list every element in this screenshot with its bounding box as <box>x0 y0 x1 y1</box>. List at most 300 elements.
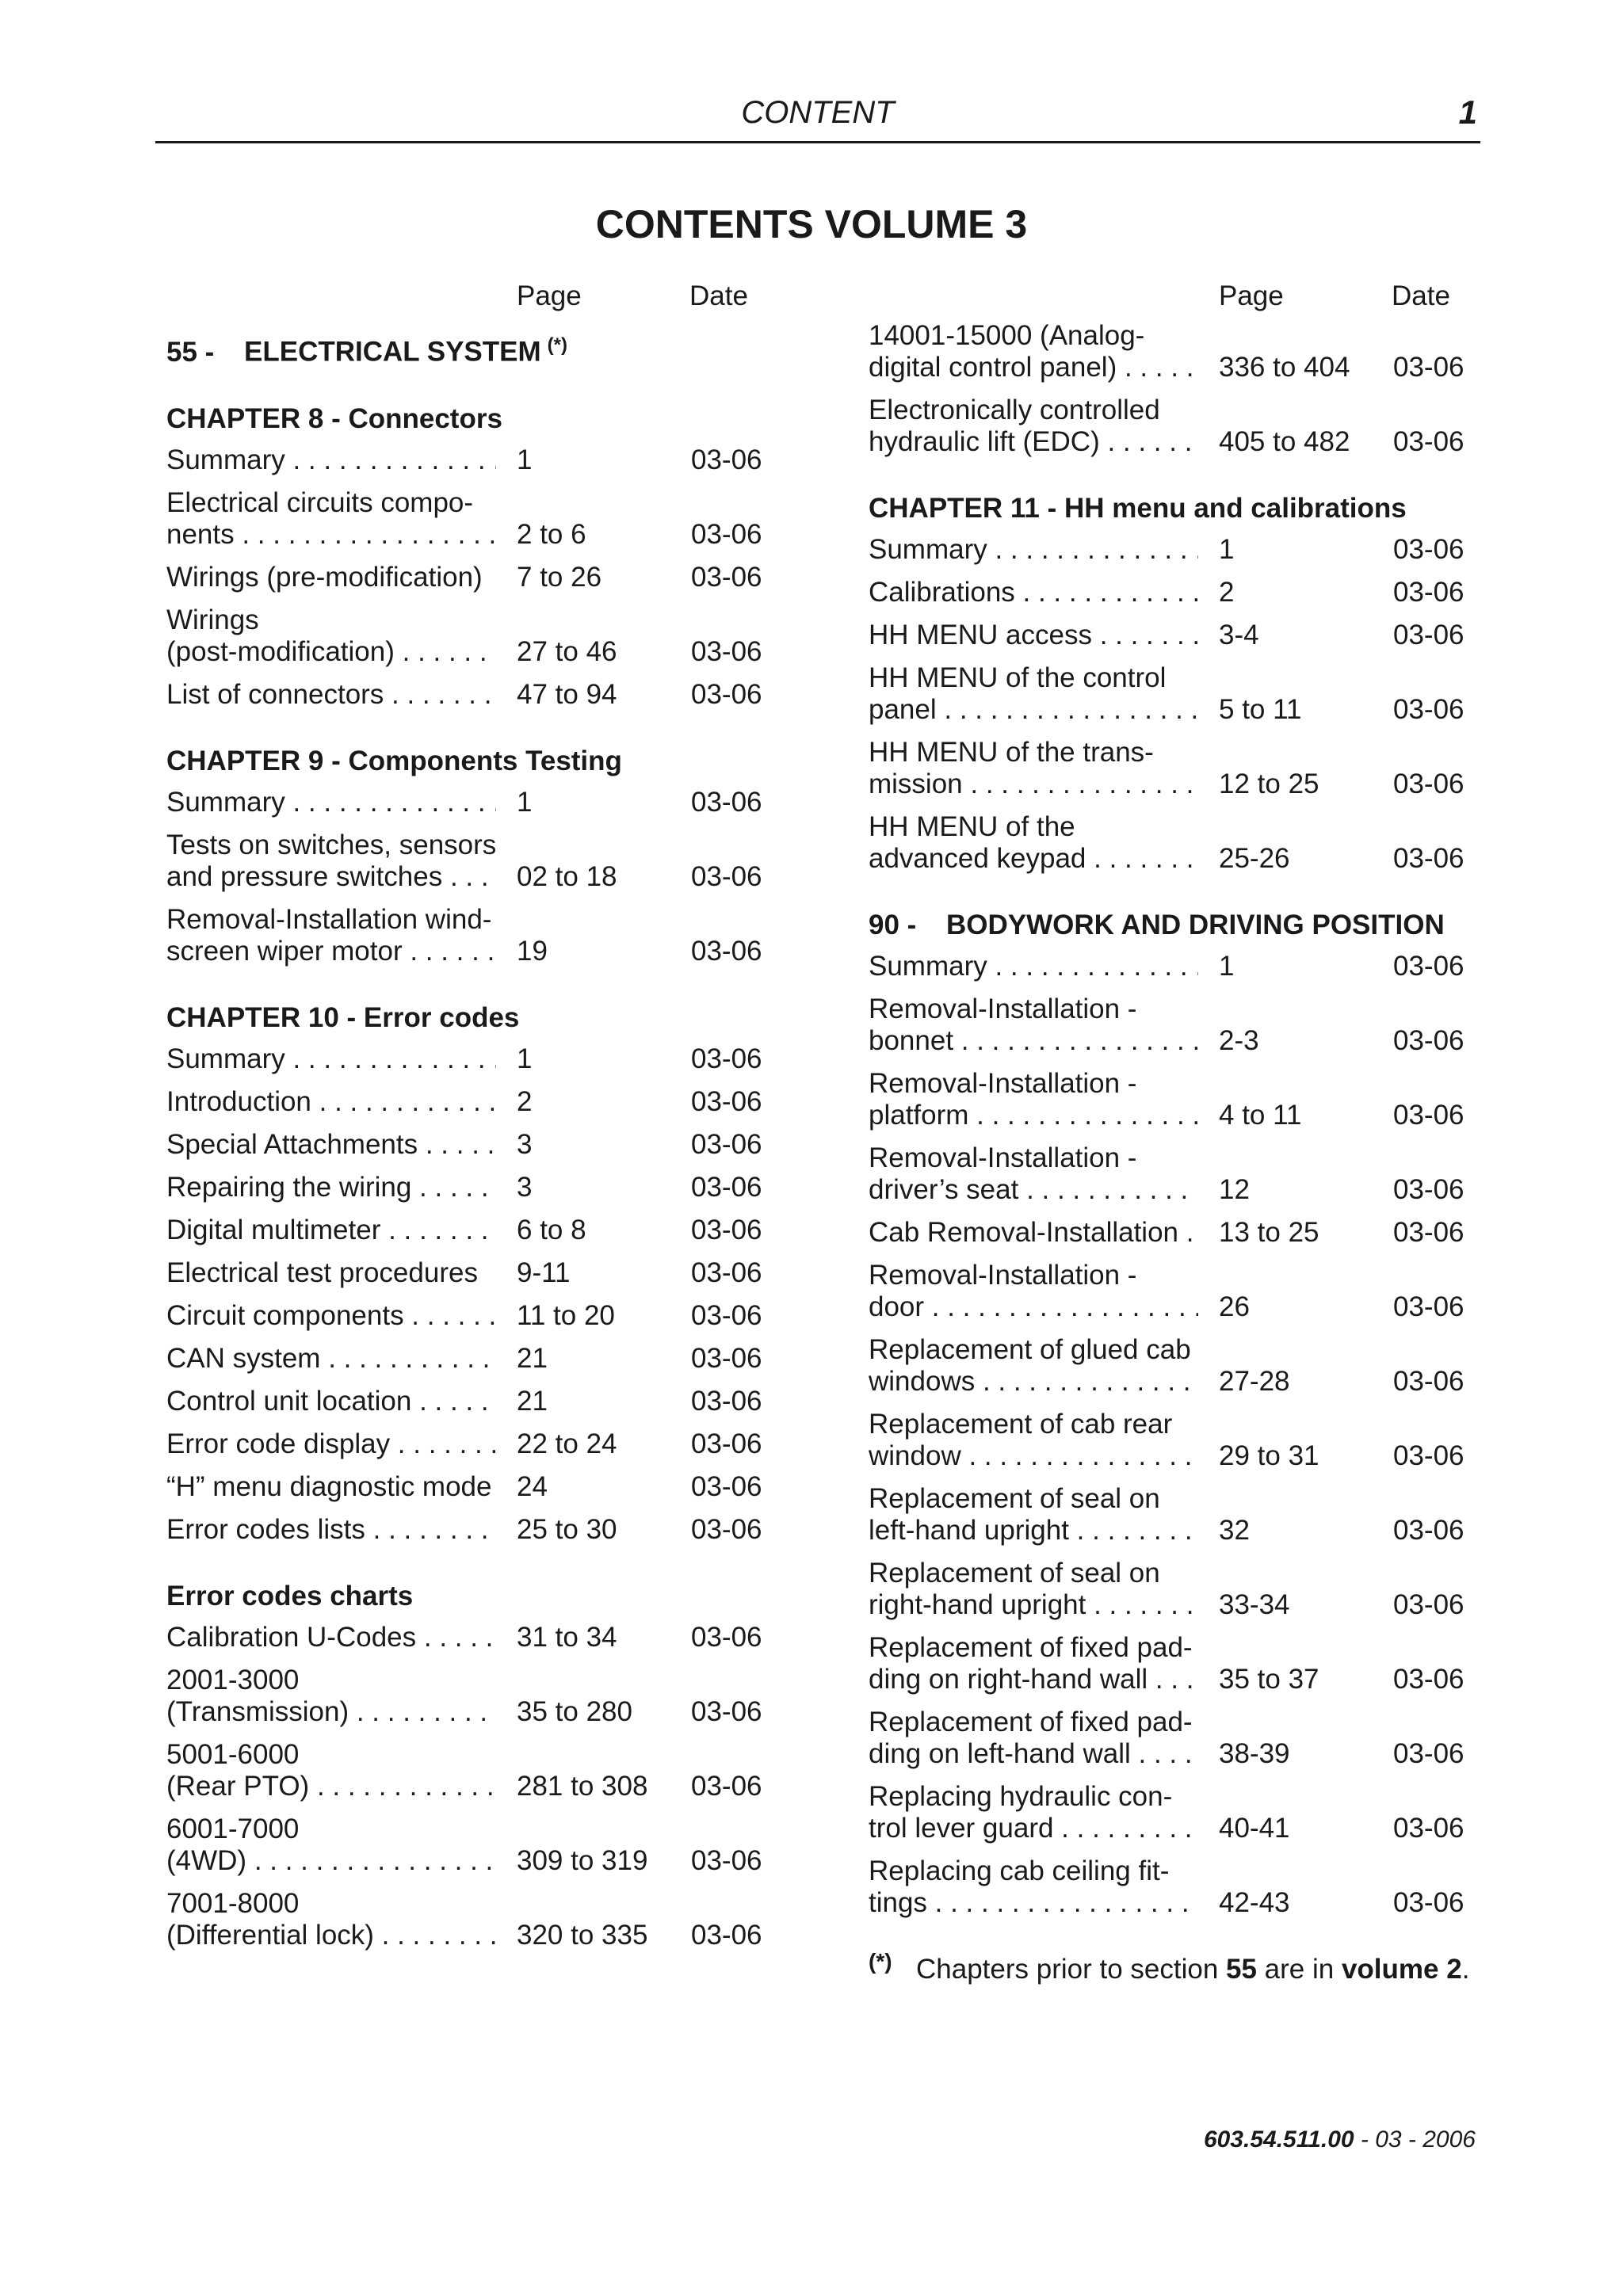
chapter-9-entries <box>166 787 769 967</box>
toc-entry <box>869 662 1479 726</box>
entry-title-line: Wirings (pre-modification) <box>166 561 483 593</box>
toc-entry <box>166 444 769 476</box>
entry-date: 03-06 <box>1393 694 1465 725</box>
toc-entry <box>166 1129 769 1161</box>
entry-title-line: panel . . . <box>869 694 1198 726</box>
entry-page: 12 <box>1219 1174 1250 1205</box>
entry-title-line: Removal-Installation - <box>869 1142 1137 1173</box>
left-column <box>166 274 769 1962</box>
entry-title <box>166 1215 496 1246</box>
entry-date: 03-06 <box>1393 620 1465 650</box>
entry-title-line: Error code display . . . <box>166 1428 496 1460</box>
entry-title <box>166 562 496 593</box>
entry-page: 5 to 11 <box>1219 694 1302 725</box>
toc-entry <box>869 1483 1479 1547</box>
entry-title-line: (4WD) . . . <box>166 1845 496 1877</box>
entry-title <box>869 620 1198 651</box>
entry-page: 2-3 <box>1219 1025 1259 1056</box>
toc-entry <box>869 737 1479 800</box>
entry-title-line: Replacement of seal on <box>869 1483 1160 1514</box>
entry-page: 4 to 11 <box>1219 1100 1302 1131</box>
entry-title-line: Error codes lists . . . <box>166 1514 496 1546</box>
entry-date: 03-06 <box>1393 1174 1465 1205</box>
entry-title-line: (Differential lock) . . . <box>166 1920 496 1951</box>
entry-title-line: Electrical test procedures <box>166 1257 478 1288</box>
entry-title-line: 6001-7000 <box>166 1813 300 1844</box>
entry-date: 03-06 <box>691 1171 762 1203</box>
entry-page: 13 to 25 <box>1219 1217 1319 1248</box>
entry-title <box>869 1855 1198 1919</box>
entry-page: 26 <box>1219 1291 1250 1322</box>
entry-page: 2 <box>517 1085 533 1117</box>
entry-title-line: Summary . . . <box>869 534 1198 566</box>
entry-title-line: Summary . . . <box>166 1043 496 1075</box>
entry-title <box>869 1142 1198 1206</box>
entry-title <box>869 1260 1198 1323</box>
entry-title-line: Replacement of cab rear <box>869 1409 1173 1440</box>
document-title: CONTENTS VOLUME 3 <box>595 202 1028 246</box>
entry-page: 3-4 <box>1219 620 1259 650</box>
entry-title-line: 5001-6000 <box>166 1738 300 1770</box>
toc-entry <box>166 1215 769 1246</box>
page-column-header: Page <box>517 280 582 311</box>
entry-title <box>869 534 1198 566</box>
entry-title <box>869 320 1198 383</box>
entry-title-line: “H” menu diagnostic mode <box>166 1470 492 1502</box>
entry-title-line: HH MENU of the control <box>869 662 1167 693</box>
toc-entry <box>166 1888 769 1951</box>
entry-page: 21 <box>517 1385 548 1417</box>
entry-title <box>166 605 496 668</box>
toc-entry <box>869 1334 1479 1398</box>
entry-date: 03-06 <box>691 1513 762 1545</box>
footnote-section: 55 <box>1226 1954 1257 1985</box>
entry-title-line: trol lever guard . . . <box>869 1813 1198 1844</box>
toc-entry <box>166 1622 769 1653</box>
toc-entry <box>869 620 1479 651</box>
entry-page: 2 <box>1219 577 1235 608</box>
toc-entry <box>869 577 1479 608</box>
page-header <box>155 89 1480 143</box>
entry-page: 405 to 482 <box>1219 426 1350 457</box>
entry-title <box>166 1428 496 1460</box>
entry-title <box>166 1814 496 1877</box>
toc-entry <box>166 787 769 818</box>
entry-title <box>166 830 496 893</box>
entry-page: 32 <box>1219 1515 1250 1546</box>
entry-page: 27-28 <box>1219 1366 1290 1397</box>
entry-date: 03-06 <box>691 935 762 967</box>
toc-entry <box>869 951 1479 982</box>
chapter-8-entries <box>166 444 769 711</box>
entry-page: 47 to 94 <box>517 678 617 710</box>
toc-entry <box>166 1086 769 1118</box>
entry-title <box>869 994 1198 1057</box>
entry-page: 31 to 34 <box>517 1621 617 1653</box>
entry-date: 03-06 <box>1393 1589 1465 1620</box>
entry-title <box>869 811 1198 875</box>
entry-title <box>166 1300 496 1332</box>
section-90-heading <box>869 910 1479 941</box>
toc-entry <box>869 1068 1479 1131</box>
entry-title-line: ding on right-hand wall . . . <box>869 1664 1198 1695</box>
entry-title-line: Replacement of fixed pad- <box>869 1632 1193 1663</box>
entry-title-line: Electronically controlled <box>869 395 1160 425</box>
document-number: 603.54.511.00 <box>1203 2126 1354 2153</box>
entry-title <box>166 1257 496 1289</box>
entry-title <box>869 1217 1198 1249</box>
entry-page: 33-34 <box>1219 1589 1290 1620</box>
toc-entry <box>166 830 769 893</box>
toc-entry <box>869 1558 1479 1621</box>
entry-page: 21 <box>517 1342 548 1374</box>
entry-date: 03-06 <box>1393 769 1465 799</box>
entry-title-line: List of connectors . . . <box>166 679 496 711</box>
toc-entry <box>869 320 1479 383</box>
entry-date: 03-06 <box>691 518 762 550</box>
entry-title-line: Replacement of seal on <box>869 1558 1160 1589</box>
entry-page: 40-41 <box>1219 1813 1290 1844</box>
entry-title-line: nents . . . <box>166 519 496 551</box>
entry-page: 1 <box>1219 534 1235 565</box>
entry-title-line: Removal-Installation - <box>869 994 1137 1024</box>
entry-date: 03-06 <box>1393 1025 1465 1056</box>
entry-page: 22 to 24 <box>517 1428 617 1459</box>
entry-date: 03-06 <box>1393 352 1465 383</box>
toc-entry <box>869 811 1479 875</box>
toc-entry <box>166 1514 769 1546</box>
entry-date: 03-06 <box>1393 1366 1465 1397</box>
entry-title-line: platform . . . <box>869 1100 1198 1131</box>
toc-entry <box>869 1707 1479 1770</box>
entry-title <box>869 1558 1198 1621</box>
entry-title-line: Calibration U-Codes . . . <box>166 1622 496 1653</box>
entry-page: 38-39 <box>1219 1738 1290 1769</box>
entry-title-line: HH MENU of the <box>869 811 1075 842</box>
entry-title-line: Removal-Installation - <box>869 1068 1137 1099</box>
entry-title <box>166 1172 496 1203</box>
toc-entry <box>869 1855 1479 1919</box>
entry-title-line: Summary . . . <box>166 444 496 476</box>
entry-title-line: Circuit components . . . <box>166 1300 496 1332</box>
toc-entry <box>166 1343 769 1375</box>
toc-entry <box>166 1257 769 1289</box>
entry-date: 03-06 <box>691 1299 762 1331</box>
entry-page: 11 to 20 <box>517 1299 615 1331</box>
entry-page: 281 to 308 <box>517 1770 648 1802</box>
entry-date: 03-06 <box>691 1257 762 1288</box>
entry-page: 12 to 25 <box>1219 769 1319 799</box>
toc-entry <box>869 1142 1479 1206</box>
entry-title-line: Introduction . . . <box>166 1086 496 1118</box>
entry-date: 03-06 <box>1393 1440 1465 1471</box>
continued-entries <box>869 320 1479 458</box>
entry-title <box>869 1632 1198 1695</box>
entry-date: 03-06 <box>691 1342 762 1374</box>
toc-entry <box>869 1409 1479 1472</box>
entry-title-line: HH MENU of the trans- <box>869 737 1154 768</box>
chapter-11-heading: CHAPTER 11 - HH menu and calibrations <box>869 493 1407 524</box>
entry-title-line: right-hand upright . . . <box>869 1589 1198 1621</box>
entry-date: 03-06 <box>1393 534 1465 565</box>
entry-title-line: Repairing the wiring . . . <box>166 1172 496 1203</box>
entry-date: 03-06 <box>1393 951 1465 982</box>
entry-title-line: 14001-15000 (Analog- <box>869 320 1145 351</box>
footnote-volume: volume 2 <box>1341 1954 1462 1985</box>
entry-title-line: window . . . <box>869 1440 1198 1472</box>
error-codes-charts-heading: Error codes charts <box>166 1580 414 1611</box>
chapter-11-entries <box>869 534 1479 875</box>
entry-title-line: Replacement of fixed pad- <box>869 1707 1193 1737</box>
entry-title-line: (Rear PTO) . . . <box>166 1771 496 1802</box>
entry-date: 03-06 <box>1393 1515 1465 1546</box>
entry-title <box>869 1483 1198 1547</box>
entry-date: 03-06 <box>1393 426 1465 457</box>
column-headers <box>869 274 1479 320</box>
entry-title-line: Wirings <box>166 604 259 635</box>
entry-date: 03-06 <box>691 1695 762 1727</box>
entry-date: 03-06 <box>691 860 762 892</box>
page-column-header: Page <box>1219 280 1284 311</box>
entry-title <box>166 1343 496 1375</box>
entry-title-line: Summary . . . <box>166 787 496 818</box>
entry-page: 1 <box>1219 951 1235 982</box>
toc-entry <box>166 1665 769 1728</box>
entry-title-line: windows . . . <box>869 1366 1198 1398</box>
entry-page: 320 to 335 <box>517 1919 648 1951</box>
entry-title-line: Replacement of glued cab <box>869 1334 1191 1365</box>
date-column-header: Date <box>1392 280 1450 311</box>
entry-date: 03-06 <box>691 1214 762 1245</box>
entry-title <box>869 662 1198 726</box>
entry-page: 7 to 26 <box>517 561 602 593</box>
entry-date: 03-06 <box>1393 1291 1465 1322</box>
entry-title <box>166 1622 496 1653</box>
entry-title-line: screen wiper motor . . . <box>166 936 496 967</box>
chapter-8-heading: CHAPTER 8 - Connectors <box>166 402 502 434</box>
entry-title-line: tings . . . <box>869 1887 1198 1919</box>
entry-title <box>869 1707 1198 1770</box>
toc-entry <box>869 1632 1479 1695</box>
entry-title-line: Cab Removal-Installation . <box>869 1217 1194 1248</box>
entry-title-line: hydraulic lift (EDC) . . . <box>869 426 1198 458</box>
page-number: 1 <box>1458 93 1477 131</box>
right-column <box>869 274 1479 1985</box>
entry-date: 03-06 <box>1393 1100 1465 1131</box>
entry-title <box>166 1739 496 1802</box>
chapter-10-heading: CHAPTER 10 - Error codes <box>166 1001 520 1033</box>
toc-entry <box>166 1814 769 1877</box>
entry-title-line: Summary . . . <box>869 951 1198 982</box>
entry-title <box>166 1471 496 1503</box>
entry-page: 19 <box>517 935 548 967</box>
error-codes-charts-entries <box>166 1622 769 1951</box>
entry-page: 35 to 280 <box>517 1695 632 1727</box>
entry-date: 03-06 <box>691 1085 762 1117</box>
chapter-9-heading: CHAPTER 9 - Components Testing <box>166 745 622 776</box>
entry-title-line: 2001-3000 <box>166 1664 300 1695</box>
entry-title <box>869 951 1198 982</box>
entry-title-line: Special Attachments . . . <box>166 1129 496 1161</box>
entry-date: 03-06 <box>691 678 762 710</box>
entry-date: 03-06 <box>691 1385 762 1417</box>
entry-title-line: Removal-Installation wind- <box>166 903 492 935</box>
toc-entry <box>166 904 769 967</box>
entry-title-line: and pressure switches . . . <box>166 861 496 893</box>
entry-title-line: (post-modification) . . . <box>166 636 496 668</box>
entry-title <box>166 787 496 818</box>
entry-date: 03-06 <box>1393 577 1465 608</box>
section-number: 55 - <box>166 336 215 368</box>
toc-entry <box>166 487 769 551</box>
entry-page: 1 <box>517 444 533 475</box>
section-number: 90 - <box>869 910 917 940</box>
section-title: BODYWORK AND DRIVING POSITION <box>946 910 1445 940</box>
toc-entry <box>869 534 1479 566</box>
entry-title-line: Removal-Installation - <box>869 1260 1137 1291</box>
entry-title <box>166 1665 496 1728</box>
entry-title <box>166 1129 496 1161</box>
toc-entry <box>166 1386 769 1417</box>
footnote <box>869 1949 1479 1985</box>
entry-title-line: left-hand upright . . . <box>869 1515 1198 1547</box>
toc-entry <box>166 1172 769 1203</box>
entry-title-line: (Transmission) . . . <box>166 1696 496 1728</box>
entry-date: 03-06 <box>691 1470 762 1502</box>
entry-page: 25-26 <box>1219 843 1290 874</box>
entry-title <box>166 1514 496 1546</box>
entry-title-line: CAN system . . . <box>166 1343 496 1375</box>
section-55-heading <box>166 334 769 368</box>
entry-title-line: bonnet . . . <box>869 1025 1198 1057</box>
toc-entry <box>166 605 769 668</box>
entry-page: 336 to 404 <box>1219 352 1350 383</box>
entry-page: 35 to 37 <box>1219 1664 1319 1695</box>
entry-date: 03-06 <box>691 635 762 667</box>
entry-date: 03-06 <box>691 1919 762 1951</box>
entry-title <box>869 1068 1198 1131</box>
footnote-text-middle: are in <box>1256 1954 1342 1985</box>
toc-entry <box>869 994 1479 1057</box>
footnote-mark: (*) <box>547 334 567 356</box>
entry-page: 25 to 30 <box>517 1513 617 1545</box>
toc-entry <box>166 1043 769 1075</box>
entry-title-line: mission . . . <box>869 769 1198 800</box>
entry-title-line: advanced keypad . . . <box>869 843 1198 875</box>
date-column-header: Date <box>689 280 748 311</box>
entry-title-line: Control unit location . . . <box>166 1386 496 1417</box>
entry-date: 03-06 <box>691 1043 762 1074</box>
footnote-text-before: Chapters prior to section <box>916 1954 1227 1985</box>
toc-entry <box>166 562 769 593</box>
entry-page: 9-11 <box>517 1257 571 1288</box>
entry-title-line: ding on left-hand wall . . . <box>869 1738 1198 1770</box>
footnote-text-after: . <box>1461 1954 1470 1985</box>
entry-title-line: Electrical circuits compo- <box>166 486 474 518</box>
entry-page: 24 <box>517 1470 548 1502</box>
entry-page: 02 to 18 <box>517 860 617 892</box>
page-footer <box>1204 2126 1476 2153</box>
toc-entry <box>869 1260 1479 1323</box>
entry-title <box>869 395 1198 458</box>
footnote-mark: (*) <box>869 1949 892 1974</box>
entry-date: 03-06 <box>691 1844 762 1876</box>
entry-page: 1 <box>517 786 533 818</box>
entry-date: 03-06 <box>1393 1887 1465 1918</box>
header-title: CONTENT <box>741 95 895 130</box>
chapter-10-entries <box>166 1043 769 1546</box>
entry-date: 03-06 <box>691 1128 762 1160</box>
column-headers <box>166 274 769 320</box>
entry-page: 3 <box>517 1171 533 1203</box>
section-90-entries <box>869 951 1479 1919</box>
entry-date: 03-06 <box>1393 843 1465 874</box>
toc-entry <box>166 1739 769 1802</box>
entry-title-line: 7001-8000 <box>166 1887 300 1919</box>
entry-page: 6 to 8 <box>517 1214 586 1245</box>
entry-title <box>166 1043 496 1075</box>
toc-entry <box>869 1781 1479 1844</box>
entry-date: 03-06 <box>1393 1813 1465 1844</box>
entry-title-line: digital control panel) . . . <box>869 352 1198 383</box>
footer-date: - 03 - 2006 <box>1354 2126 1476 2153</box>
entry-date: 03-06 <box>1393 1664 1465 1695</box>
entry-title <box>166 1086 496 1118</box>
entry-page: 27 to 46 <box>517 635 617 667</box>
entry-title <box>869 1781 1198 1844</box>
entry-title <box>869 737 1198 800</box>
entry-title-line: HH MENU access . . . <box>869 620 1198 651</box>
toc-entry <box>869 395 1479 458</box>
entry-title-line: Digital multimeter . . . <box>166 1215 496 1246</box>
entry-title-line: door . . . <box>869 1291 1198 1323</box>
entry-date: 03-06 <box>691 1428 762 1459</box>
entry-title <box>166 444 496 476</box>
entry-date: 03-06 <box>1393 1217 1465 1248</box>
entry-page: 1 <box>517 1043 533 1074</box>
entry-date: 03-06 <box>691 1770 762 1802</box>
entry-title <box>869 1334 1198 1398</box>
entry-page: 2 to 6 <box>517 518 586 550</box>
entry-title <box>166 487 496 551</box>
entry-title-line: Tests on switches, sensors <box>166 829 497 860</box>
entry-title <box>166 1888 496 1951</box>
entry-title <box>869 577 1198 608</box>
toc-entry <box>166 1300 769 1332</box>
toc-entry <box>166 1471 769 1503</box>
entry-title-line: driver’s seat . . . <box>869 1174 1198 1206</box>
toc-entry <box>166 1428 769 1460</box>
entry-title <box>869 1409 1198 1472</box>
entry-title <box>166 679 496 711</box>
entry-title-line: Replacing cab ceiling fit- <box>869 1855 1170 1886</box>
entry-title <box>166 904 496 967</box>
entry-date: 03-06 <box>691 561 762 593</box>
entry-page: 42-43 <box>1219 1887 1290 1918</box>
entry-title <box>166 1386 496 1417</box>
entry-title-line: Replacing hydraulic con- <box>869 1781 1173 1812</box>
section-title: ELECTRICAL SYSTEM <box>244 336 541 368</box>
entry-title-line: Calibrations . . . <box>869 577 1198 608</box>
entry-date: 03-06 <box>691 786 762 818</box>
entry-date: 03-06 <box>1393 1738 1465 1769</box>
entry-page: 3 <box>517 1128 533 1160</box>
entry-page: 29 to 31 <box>1219 1440 1319 1471</box>
entry-page: 309 to 319 <box>517 1844 648 1876</box>
entry-date: 03-06 <box>691 444 762 475</box>
toc-entry <box>869 1217 1479 1249</box>
entry-date: 03-06 <box>691 1621 762 1653</box>
